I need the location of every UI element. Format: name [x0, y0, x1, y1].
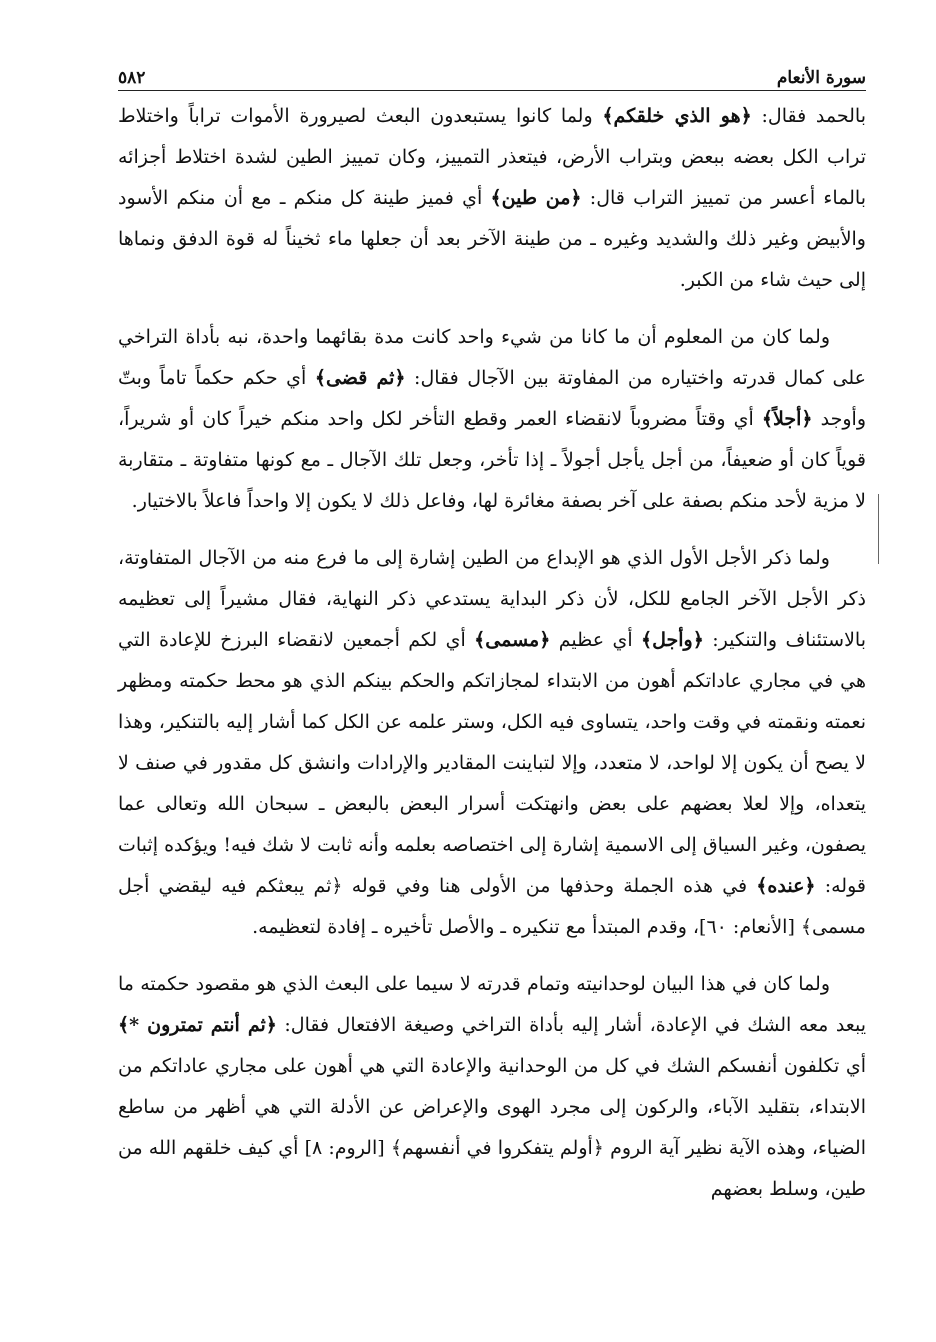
- text-run: أي لكم أجمعين لانقضاء البرزخ للإعادة التي هي في مجاري عاداتكم أهون من الابتداء لمجازاتكم والحكم بينكم الذي هو محط حكمته ومظهر نعمته ونقمته في وقت واحد، يتساوى فيه الكل، وستر علمه عن الكل كما أشار إليه بالتنكير، وهذا لا يصح أن يكون إلا لواحد، لا متعدد، وإلا لتباينت المقادير والإرادات وانشق كل مقدور في صنف لا يتعداه، وإلا لعلا بعضهم على بعض وانهتكت أسرار البعض بالبعض ـ سبحان الله وتعالى عما يصفون، وغير السياق إلى الاسمية إشارة إلى اختصاصه بعلمه وأنه ثابت لا شك فيه! ويؤكده إثبات قوله:: [118, 629, 866, 897]
- text-run: ولما كان في هذا البيان لوحدانيته وتمام قدرته لا سيما على البعث الذي هو مقصود حكمته ما يبعد معه الشك في الإعادة، أشار إليه بأداة التراخي وصيغة الافتعال فقال:: [118, 973, 866, 1036]
- surah-title: سورة الأنعام: [776, 68, 866, 88]
- text-run: في هذه الجملة وحذفها من الأولى هنا وفي قوله: [342, 875, 757, 897]
- paragraph-2: [118, 317, 866, 522]
- paragraph-1: [118, 96, 866, 301]
- quran-quote: ﴿ثم قضى﴾: [314, 367, 406, 389]
- text-run: [الأنعام: ٦٠]، وقدم المبتدأ مع تنكيره ـ والأصل تأخيره ـ إفادة لتعظيمه.: [252, 916, 801, 938]
- quran-quote: ﴿وأجل﴾: [641, 629, 704, 651]
- text-run: أي تكلفون أنفسكم الشك في كل من الوحدانية والإعادة التي هي أهون على مجاري عاداتكم من الابتداء، بتقليد الآباء، والركون إلى مجرد الهوى والإعراض عن الأدلة التي هي أظهر من ساطع الضياء، وهذه الآية نظير آية الروم: [118, 1055, 866, 1159]
- text-run: أي حكم حكماً تاماً وبتّ وأوجد: [118, 367, 866, 430]
- margin-line: [878, 494, 879, 564]
- text-run: ولما ذكر الأجل الأول الذي هو الإبداع من الطين إشارة إلى ما فرع منه من الآجال المتفاوتة، ذكر الأجل الآخر الجامع للكل، لأن ذكر البداية يستدعي ذكر النهاية، فقال مشيراً إلى تعظيمه بالاستئناف والتنكير:: [118, 547, 866, 651]
- quran-quote: ﴿هو الذي خلقكم﴾: [602, 105, 752, 127]
- text-run: ﴿أولم يتفكروا في أنفسهم﴾: [390, 1137, 604, 1159]
- quran-quote: ﴿عنده﴾: [756, 875, 816, 897]
- text-run: أي فميز طينة كل منكم ـ مع أن منكم الأسود والأبيض وغير ذلك والشديد وغيره ـ من طينة الآخر بعد أن جعلها ماء ثخيناً له قوة الدفق ونماها إلى حيث شاء من الكبر.: [118, 187, 866, 291]
- running-header: [118, 58, 866, 91]
- quran-quote: ﴿من طين﴾: [490, 187, 582, 209]
- page-number: ٥٨٢: [118, 68, 146, 88]
- paragraph-4: [118, 964, 866, 1210]
- text-run: ولما كانوا يستبعدون البعث لصيرورة الأموات تراباً واختلاط تراب الكل بعضه ببعض وبتراب الأرض، فيتعذر التمييز، وكان تمييز الطين لشدة اختلاط أجزائه بالماء أعسر من تمييز التراب قال:: [118, 105, 866, 209]
- quran-quote: ﴿أجلاً﴾: [761, 408, 813, 430]
- body-text: [118, 96, 866, 1210]
- text-run: [الروم: ٨] أي كيف خلقهم الله من طين، وسلط بعضهم: [118, 1137, 866, 1200]
- text-run: ﴿ثم يبعثكم فيه ليقضي أجل مسمى﴾: [118, 875, 866, 938]
- paragraph-3: [118, 538, 866, 948]
- quran-quote: ﴿مسمى﴾: [474, 629, 551, 651]
- text-run: بالحمد فقال:: [751, 105, 867, 127]
- text-run: أي عظيم: [550, 629, 641, 651]
- text-run: ولما كان من المعلوم أن ما كانا من شيء واحد كانت مدة بقائهما واحدة، نبه بأداة التراخي على كمال قدرته واختياره من المفاوتة بين الآجال فقال:: [118, 326, 866, 389]
- quran-quote: ﴿ثم أنتم تمترون *﴾: [118, 1014, 277, 1036]
- text-run: أي وقتاً مضروباً لانقضاء العمر وقطع التأخر لكل واحد منكم خيراً كان أو شريراً، قوياً كان أو ضعيفاً، من أجل يأجل أجولاً ـ إذا تأخر، وجعل تلك الآجال ـ مع كونها متفاوتة ـ متقاربة لا مزية لأحد منكم بصفة على آخر بصفة مغائرة لها، وفاعل ذلك لا يكون إلا واحداً فاعلاً بالاختيار.: [118, 408, 866, 512]
